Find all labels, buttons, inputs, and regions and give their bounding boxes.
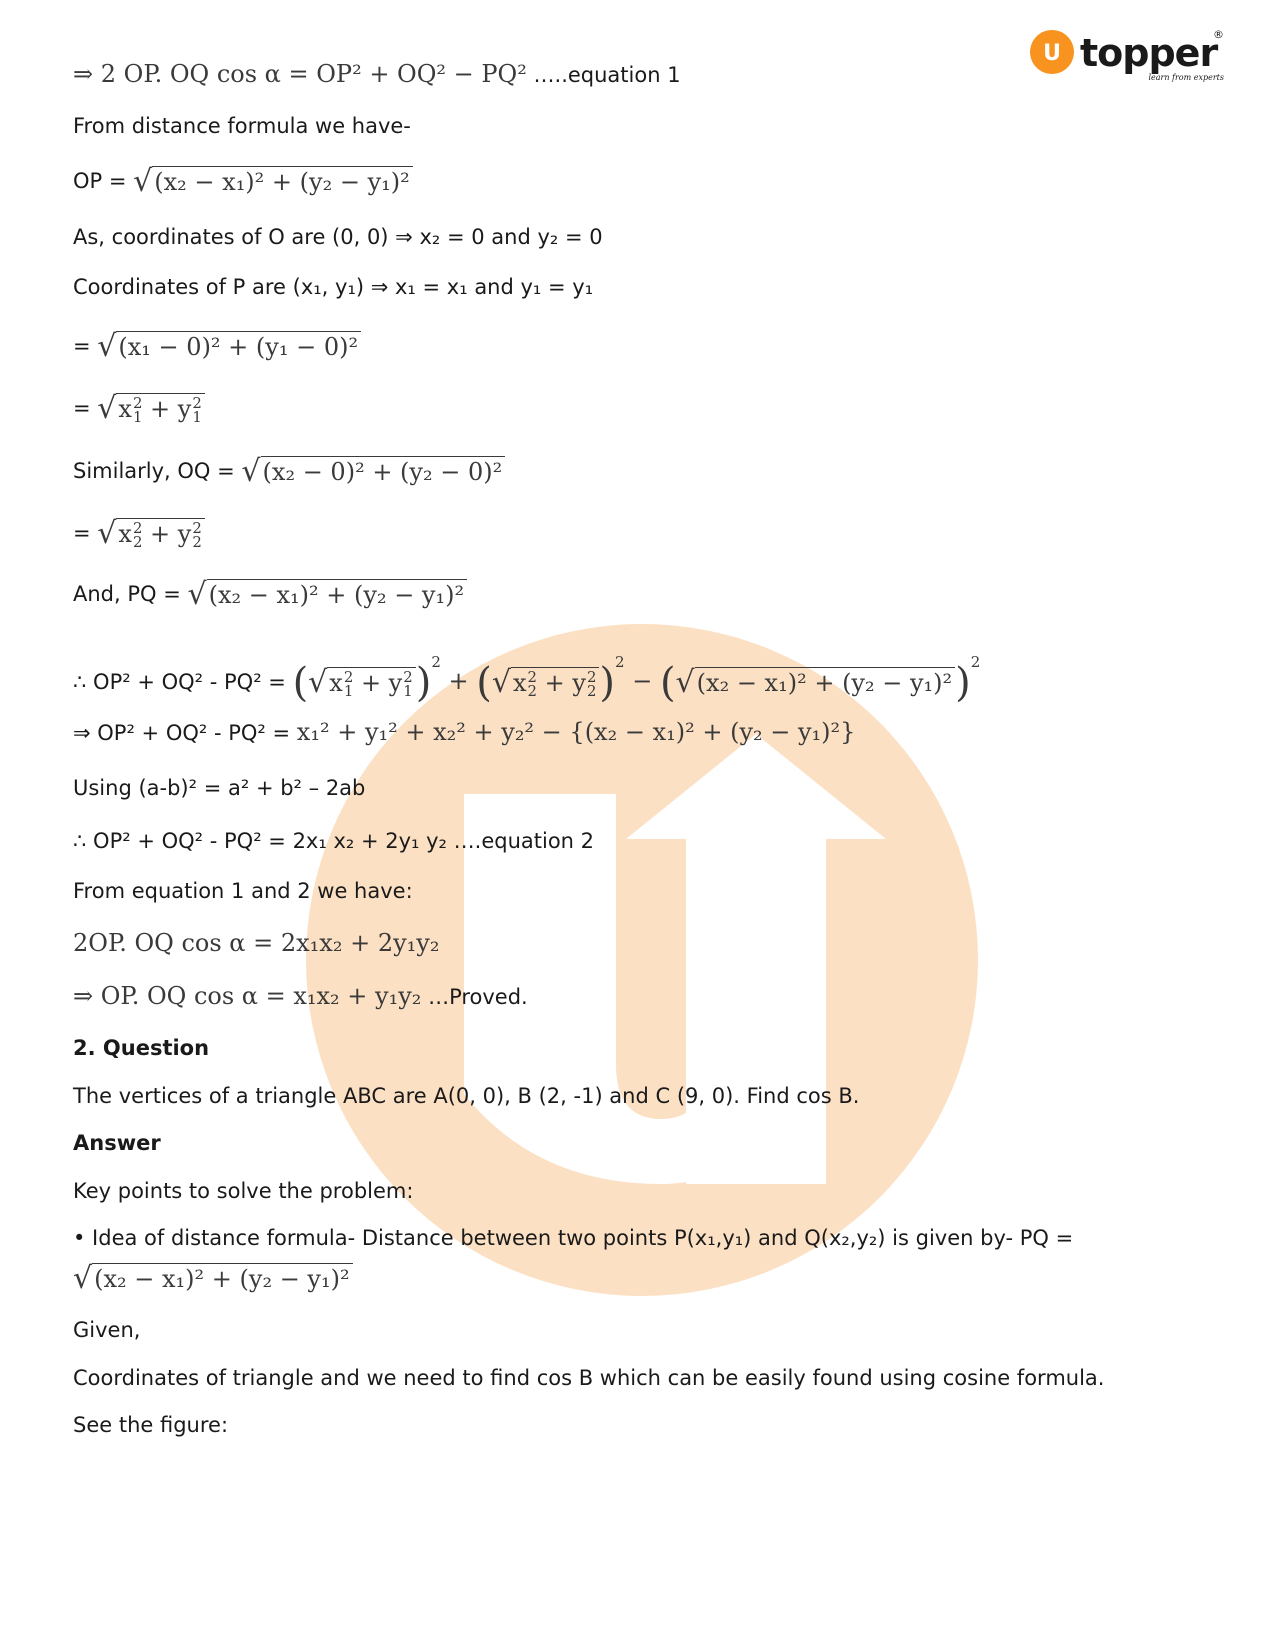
logo-text: topper [1080, 31, 1218, 75]
line-op: OP = √ (x₂ − x₁)² + (y₂ − y₁)² [73, 165, 413, 198]
line-from-equations: From equation 1 and 2 we have: [73, 879, 413, 903]
see-figure: See the figure: [73, 1413, 229, 1437]
line-identity: Using (a-b)² = a² + b² – 2ab [73, 776, 366, 800]
line-oq-result: = √ x 2 2 + y 2 2 [73, 517, 205, 550]
given-label: Given, [73, 1318, 141, 1342]
line-oq: Similarly, OQ = √ (x₂ − 0)² + (y₂ − 0)² [73, 455, 505, 488]
coords-text: Coordinates of triangle and we need to find cos B which can be easily found using cosine formula. [73, 1366, 1105, 1390]
logo-reg: ® [1213, 28, 1224, 41]
line-pq-formula: √ (x₂ − x₁)² + (y₂ − y₁)² [73, 1262, 353, 1295]
logo-letter: U [1043, 41, 1061, 66]
bullet-distance-formula: • Idea of distance formula- Distance between two points P(x₁,y₁) and Q(x₂,y₂) is given by- PQ = [73, 1226, 1074, 1250]
line-sum-squares: ∴ OP² + OQ² - PQ² = ( √ x 2 1 + y 2 1 )$^2$ + ( √ x 2 2 + y 2 2 )$^2$ − ( √ (x₂ − x₁)² + (y₂ − y₁)² )$^2$ [73, 653, 981, 706]
line-coords-o: As, coordinates of O are (0, 0) ⇒ x₂ = 0 and y₂ = 0 [73, 225, 603, 249]
line-proved: ⇒ OP. OQ cos α = x₁x₂ + y₁y₂ …Proved. [73, 982, 528, 1010]
line-equation-1: ⇒ 2 OP. OQ cos α = OP² + OQ² − PQ² …..equation 1 [73, 60, 681, 88]
line-op-sub: = √ (x₁ − 0)² + (y₁ − 0)² [73, 330, 361, 363]
line-expanded: ⇒ OP² + OQ² - PQ² = x₁² + y₁² + x₂² + y₂² − {(x₂ − x₁)² + (y₂ − y₁)²} [73, 718, 856, 746]
line-op-result: = √ x 2 1 + y 2 1 [73, 392, 205, 425]
line-2op-oq: 2OP. OQ cos α = 2x₁x₂ + 2y₁y₂ [73, 929, 440, 957]
topper-logo [1030, 26, 1230, 92]
line-equation-2: ∴ OP² + OQ² - PQ² = 2x₁ x₂ + 2y₁ y₂ ….equation 2 [73, 829, 595, 853]
line-pq: And, PQ = √ (x₂ − x₁)² + (y₂ − y₁)² [73, 578, 467, 611]
key-points: Key points to solve the problem: [73, 1179, 414, 1203]
question-heading: 2. Question [73, 1036, 210, 1060]
logo-tagline: learn from experts [1148, 73, 1224, 82]
line-coords-p: Coordinates of P are (x₁, y₁) ⇒ x₁ = x₁ and y₁ = y₁ [73, 275, 594, 299]
answer-heading: Answer [73, 1131, 161, 1155]
line-distance-formula: From distance formula we have- [73, 114, 411, 138]
question-text: The vertices of a triangle ABC are A(0, 0), B (2, -1) and C (9, 0). Find cos B. [73, 1084, 860, 1108]
